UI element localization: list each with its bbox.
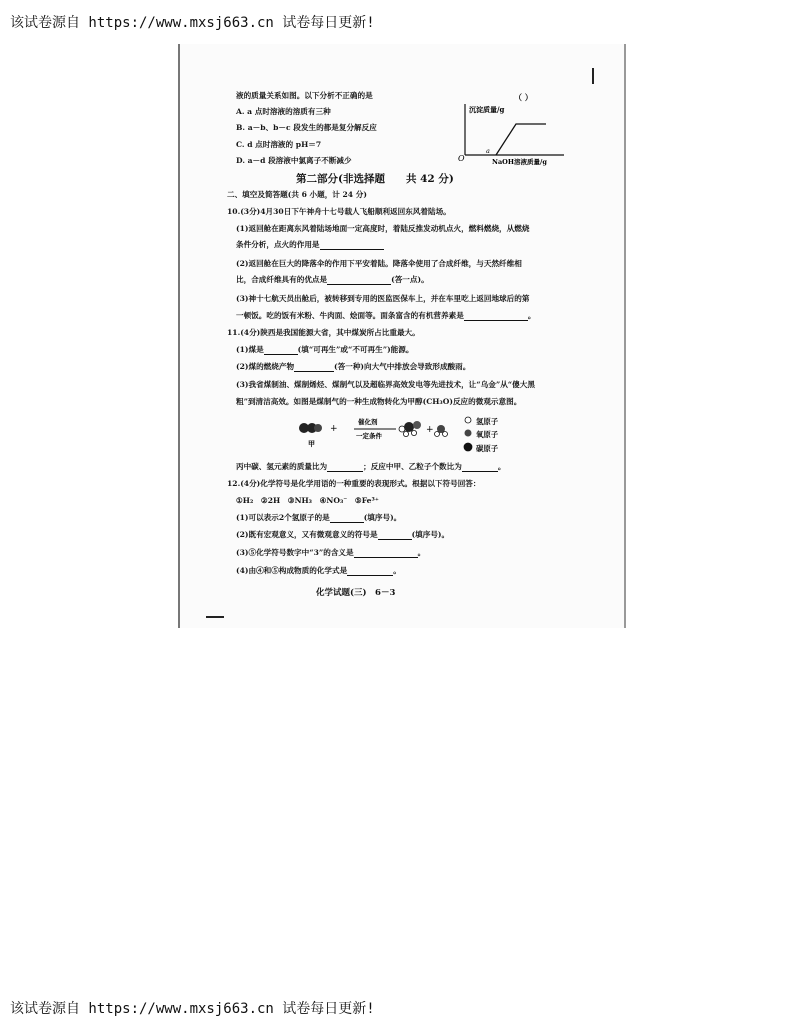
q11-answer-blank-1[interactable] <box>264 346 298 355</box>
q10-p3b-tail: 。 <box>527 311 536 320</box>
page-footer: 化学试题(三) 6－3 <box>316 588 396 598</box>
q11-p3c-text: 丙中碳、氢元素的质量比为 <box>236 462 328 471</box>
source-banner-bottom: 该试卷源自 https://www.mxsj663.cn 试卷每日更新! <box>10 1001 375 1017</box>
q12-answer-blank-4[interactable] <box>347 567 393 576</box>
svg-text:+: + <box>330 424 338 434</box>
q10-answer-blank-2[interactable] <box>327 276 391 285</box>
q12-p4-tail: 。 <box>393 566 401 575</box>
svg-text:+: + <box>426 425 434 435</box>
scan-dash-mark <box>206 616 224 618</box>
q10-answer-blank-1[interactable] <box>320 241 384 250</box>
chart-origin: O <box>458 154 465 163</box>
legend-hydrogen: 氢原子 <box>476 417 499 426</box>
q10-p3b-text: 一顿饭。吃的饭有米粉、牛肉面、烩面等。面条富含的有机营养素是 <box>236 311 464 320</box>
q12-p1 <box>236 513 401 523</box>
chart-ylabel: 沉淀质量/g <box>469 105 505 114</box>
q9-stem-tail: 液的质量关系如图。以下分析不正确的是 <box>236 91 373 100</box>
legend-hydrogen-symbol <box>465 417 471 423</box>
q10-answer-blank-3[interactable] <box>464 312 528 321</box>
q9-option-c: C. d 点时溶液的 pH＝7 <box>236 140 322 149</box>
q11-answer-blank-3[interactable] <box>327 463 363 472</box>
q10-p3a: (3)神十七航天员出舱后，被转移到专用的医监医保车上，并在车里吃上返回地球后的第 <box>236 294 530 303</box>
q11-p3c-tail: 。 <box>497 462 506 471</box>
q11-p2-tail: (答一种)向大气中排放会导致形成酸雨。 <box>334 362 471 371</box>
q12-p1-text: (1)可以表示2个氢原子的是 <box>236 513 330 522</box>
precipitate-chart <box>456 100 568 166</box>
q11-p2 <box>236 362 470 372</box>
q12-answer-blank-1[interactable] <box>330 514 364 523</box>
q11-p1 <box>236 345 413 355</box>
q10-p2a: (2)返回舱在巨大的降落伞的作用下平安着陆。降落伞使用了合成纤维，与天然纤维相 <box>236 259 522 268</box>
q9-option-a: A. a 点时溶液的溶质有三种 <box>236 107 331 116</box>
chart-point-a: a <box>486 147 490 155</box>
q12-p2 <box>236 530 449 540</box>
q10-p3b <box>236 311 535 321</box>
product2-h-1 <box>435 432 440 437</box>
q12-symbols: ①H₂ ②2H ③NH₃ ④NO₃⁻ ⑤Fe³⁺ <box>236 496 379 505</box>
q10-p1a: (1)返回舱在距离东风着陆场地面一定高度时，着陆反推发动机点火，燃料燃烧，从燃烧 <box>236 224 530 233</box>
q12-p1-tail: (填序号)。 <box>363 513 402 522</box>
catalyst-label: 催化剂 <box>358 418 378 426</box>
q10-p1b-text: 条件分析，点火的作用是 <box>236 240 320 249</box>
q11-intro: 11.(4分)陕西是我国能源大省，其中煤炭所占比重最大。 <box>227 328 420 337</box>
reaction-diagram <box>296 412 506 458</box>
q11-answer-blank-2[interactable] <box>294 363 334 372</box>
q11-p1-text: (1)煤是 <box>236 345 264 354</box>
q9-answer-paren: （ ） <box>514 92 533 102</box>
q12-p3-text: (3)⑤化学符号数字中“3”的含义是 <box>236 548 354 557</box>
q12-p3-tail: 。 <box>417 548 426 557</box>
q10-p1b <box>236 240 384 250</box>
q10-intro: 10.(3分)4月30日下午神舟十七号载人飞船顺利返回东风着陆场。 <box>227 207 451 216</box>
q11-p2-text: (2)煤的燃烧产物 <box>236 362 295 371</box>
part2-title: 第二部分(非选择题 共 42 分) <box>296 173 454 185</box>
chart-xlabel: NaOH溶液质量/g <box>492 158 547 166</box>
q12-p2-text: (2)既有宏观意义，又有微观意义的符号是 <box>236 530 378 539</box>
reactant-atom-3 <box>314 424 322 432</box>
legend-oxygen-symbol <box>465 430 472 437</box>
scan-edge-left <box>178 44 180 628</box>
q11-answer-blank-4[interactable] <box>462 463 498 472</box>
q11-p3a: (3)我省煤制油、煤制烯烃、煤制气以及超临界高效发电等先进技术，让“乌金”从“傻大黑 <box>236 380 535 389</box>
q12-intro: 12.(4分)化学符号是化学用语的一种重要的表现形式。根据以下符号回答： <box>227 479 481 488</box>
legend-carbon: 碳原子 <box>476 444 499 453</box>
source-banner-top: 该试卷源自 https://www.mxsj663.cn 试卷每日更新! <box>10 15 375 31</box>
product-h-2 <box>403 431 408 436</box>
q11-p1-tail: (填“可再生”或“不可再生”)能源。 <box>297 345 414 354</box>
section-heading: 二、填空及简答题(共 6 小题，计 24 分) <box>227 190 367 199</box>
q12-p2-tail: (填序号)。 <box>411 530 450 539</box>
condition-label: 一定条件 <box>356 432 382 440</box>
product-o <box>413 421 421 429</box>
q10-p2b-text: 比，合成纤维具有的优点是 <box>236 275 328 284</box>
q11-p3c-mid: ；反应中甲、乙粒子个数比为 <box>363 462 462 471</box>
q12-p4 <box>236 566 401 576</box>
scan-corner-mark <box>592 68 594 84</box>
reactant-label: 甲 <box>308 439 315 448</box>
q12-p3 <box>236 548 425 558</box>
q9-option-b: B. a－b、b－c 段发生的都是复分解反应 <box>236 123 377 132</box>
legend-carbon-symbol <box>464 443 472 451</box>
q12-answer-blank-3[interactable] <box>354 549 418 558</box>
scan-edge-right <box>624 44 626 628</box>
q12-p4-text: (4)由④和⑤构成物质的化学式是 <box>236 566 348 575</box>
q11-p3b: 粗”到清洁高效。如图是煤制气的一种生成物转化为甲醇(CH₃O)反应的微观示意图。 <box>236 397 522 406</box>
legend-oxygen: 氧原子 <box>476 430 499 439</box>
q9-option-d: D. a－d 段溶液中氯离子不断减少 <box>236 156 352 165</box>
chart-curve <box>496 124 546 155</box>
product2-h-2 <box>443 432 448 437</box>
q10-p2b-tail: (答一点)。 <box>391 275 429 284</box>
product-h-3 <box>411 430 416 435</box>
q11-p3c <box>236 462 505 472</box>
q12-answer-blank-2[interactable] <box>378 531 412 540</box>
q10-p2b <box>236 275 429 285</box>
